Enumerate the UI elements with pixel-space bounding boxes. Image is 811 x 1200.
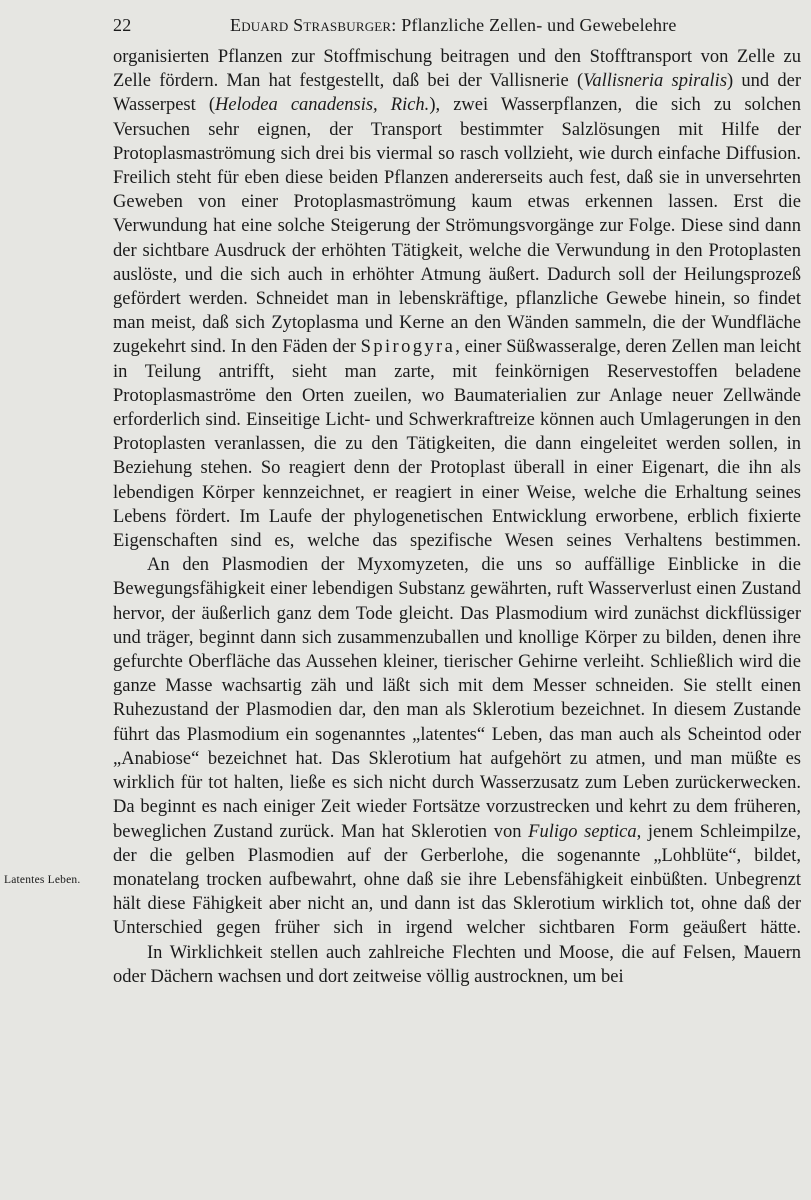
- text-run: , einer Süßwasseralge, deren Zellen man leicht in Teilung antrifft, sieht man zarte, mit feinkörnigen Reservestoffen beladene Protoplasmaströme den Orten zueilen, wo Baumaterialien zur Anlage neuer Zellwände erforderlich sind. Einseitige Licht- und Schwerkraftreize können auch Umlagerungen in den Protoplasten veranlassen, die zu den Tätigkeiten, die dann eingeleitet werden sollen, in Beziehung stehen. So reagiert denn der Protoplast überall in einer Eigenart, die ihn als lebendigen Körper kennzeichnet, er reagiert in einer Weise, welche die Erhaltung seines Lebens fördert. Im Laufe der phylogenetischen Entwicklung erworbene, erblich fixierte Eigenschaften sind es, welche das spezifische Wesen seines Verhaltens bestimmen.: [113, 337, 801, 552]
- paragraph: [113, 553, 801, 940]
- running-title: [230, 12, 677, 38]
- italic-term: Fuligo septica: [528, 821, 637, 842]
- text-run: , jenem Schleimpilze, der die gelben Plasmodien auf der Gerberlohe, die sogenannte „Lohblüte“, bildet, monatelang trocken aufbewahrt, ohne daß sie ihre Lebensfähigkeit einbüßten. Unbegrenzt hält diese Fähigkeit aber nicht an, und dann ist das Sklerotium wirklich tot, ohne daß der Unterschied gegen früher sich in irgend welcher sichtbaren Form geäußert hätte.: [113, 821, 801, 939]
- text-run: ) und der Wasserpest (: [113, 71, 801, 116]
- paragraph: [113, 45, 801, 553]
- running-header: [113, 12, 803, 38]
- book-title: Pflanzliche Zellen- und Gewebelehre: [401, 15, 677, 35]
- spaced-term: Spirogyra: [360, 337, 456, 358]
- page-number: 22: [113, 15, 132, 35]
- margin-note: Latentes Leben.: [4, 874, 81, 886]
- text-run: An den Plasmodien der Myxomyzeten, die uns so auffällige Einblicke in die Bewegungsfähigkeit einer lebendigen Substanz gewährten, ruft Wasserverlust einen Zustand hervor, der äußerlich ganz dem Tode gleicht. Das Plasmodium wird zunächst dickflüssiger und träger, beginnt dann sich zusammenzuballen und knollige Körper zu bilden, denen ihre gefurchte Oberfläche das Aussehen kleiner, tierischer Gehirne verleiht. Schließlich wird die ganze Masse wachsartig zäh und läßt sich mit dem Messer schneiden. Sie stellt einen Ruhezustand der Plasmodien dar, den man als Sklerotium bezeichnet. In diesem Zustande führt das Plasmodium ein sogenanntes „latentes“ Leben, das man auch als Scheintod oder „Anabiose“ bezeichnet hat. Das Sklerotium hat aufgehört zu atmen, und man müßte es wirklich für tot halten, ließe es sich nicht durch Wasserzusatz zum Leben zurückerwecken. Da beginnt es nach einiger Zeit wieder Fortsätze vorzustrecken und kehrt zu dem früheren, beweglichen Zustand zurück. Man hat Sklerotien von: [113, 555, 801, 842]
- text-run: organisierten Pflanzen zur Stoffmischung beitragen und den Stofftransport von Zelle zu Zelle fördern. Man hat festgestellt, daß bei der Vallisnerie (: [113, 47, 801, 92]
- body-text: [113, 45, 801, 989]
- italic-term: Vallisneria spiralis: [583, 71, 728, 92]
- author-name: Eduard Strasburger:: [230, 15, 397, 35]
- text-run: ), zwei Wasserpflanzen, die sich zu solchen Versuchen sehr eignen, der Transport bestimmter Salzlösungen mit Hilfe der Protoplasmaströmung sich drei bis viermal so rasch vollzieht, wie durch einfache Diffusion. Freilich steht für eben diese beiden Pflanzen andererseits auch fest, daß sie in unversehrten Geweben von einer Protoplasmaströmung kaum etwas erkennen lassen. Erst die Verwundung hat eine solche Steigerung der Strömungsvorgänge zur Folge. Diese sind dann der sichtbare Ausdruck der erhöhten Tätigkeit, welche die Verwundung in den Protoplasten auslöste, und die sich auch in erhöhter Atmung äußert. Dadurch soll der Heilungsprozeß gefördert werden. Schneidet man in lebenskräftige, pflanzliche Gewebe hinein, so findet man meist, daß sich Zytoplasma und Kerne an den Wänden sammeln, die der Wundfläche zugekehrt sind. In den Fäden der: [113, 95, 801, 358]
- text-run: In Wirklichkeit stellen auch zahlreiche Flechten und Moose, die auf Felsen, Mauern oder Dächern wachsen und dort zeitweise völlig austrocknen, um bei: [113, 942, 801, 987]
- paragraph: [113, 941, 801, 989]
- italic-term: Helodea canadensis, Rich.: [215, 95, 430, 116]
